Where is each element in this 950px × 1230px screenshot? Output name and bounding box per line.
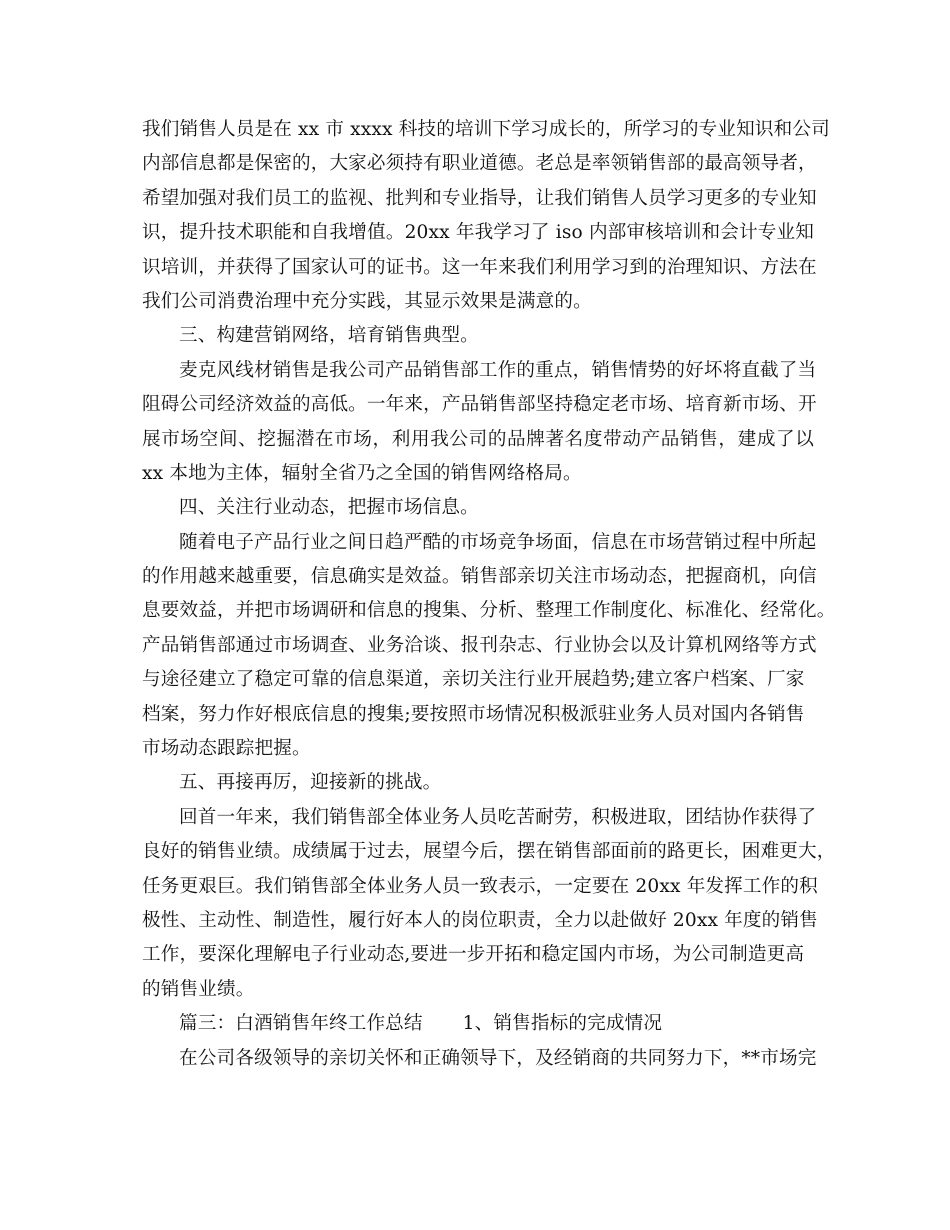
text-line: 产品销售部通过市场调查、业务洽谈、报刊杂志、行业协会以及计算机网络等方式 (142, 634, 817, 656)
document-page (142, 113, 836, 1076)
text-line: 市场动态跟踪把握。 (142, 738, 311, 760)
text-line: 内部信息都是保密的，大家必须持有职业道德。老总是率领销售部的最高领导者， (142, 153, 817, 175)
paragraph-training (142, 113, 830, 319)
text-line: 在公司各级领导的亲切关怀和正确领导下，及经销商的共同努力下，**市场完 (179, 1047, 817, 1069)
text-line: 阻碍公司经济效益的高低。一年来，产品销售部坚持稳定老市场、培育新市场、开 (142, 394, 817, 416)
text-line: 识培训，并获得了国家认可的证书。这一年来我们利用学习到的治理知识、方法在 (142, 256, 817, 278)
text-line: 极性、主动性、制造性，履行好本人的岗位职责，全力以赴做好 20xx 年度的销售 (142, 909, 818, 931)
text-line: 的销售业绩。 (142, 978, 255, 1000)
paragraph-sales-targets (142, 1042, 817, 1076)
text-line: 识，提升技术职能和自我增值。20xx 年我学习了 iso 内部审核培训和会计专业知 (142, 222, 814, 244)
article-title-line (142, 1007, 814, 1041)
article-title: 篇三：白酒销售年终工作总结 (179, 1013, 423, 1035)
paragraph-sales-network (142, 354, 817, 492)
text-line: 工作，要深化理解电子行业动态,要进一步开拓和稳定国内市场，为公司制造更高 (142, 944, 805, 966)
text-line: 回首一年来，我们销售部全体业务人员吃苦耐劳，积极进取，团结协作获得了 (179, 806, 817, 828)
text-line: 良好的销售业绩。成绩属于过去，展望今后，摆在销售部面前的路更长，困难更大， (142, 841, 836, 863)
text-line: 任务更艰巨。我们销售部全体业务人员一致表示，一定要在 20xx 年发挥工作的积 (142, 875, 818, 897)
section-heading-3: 三、构建营销网络，培育销售典型。 (179, 325, 479, 347)
text-line: 希望加强对我们员工的监视、批判和专业指导，让我们销售人员学习更多的专业知 (142, 187, 817, 209)
text-line: xx 本地为主体，辐射全省乃之全国的销售网络格局。 (142, 462, 582, 484)
text-line: 档案，努力作好根底信息的搜集;要按照市场情况积极派驻业务人员对国内各销售 (142, 703, 805, 725)
text-line: 随着电子产品行业之间日趋严酷的市场竞争场面，信息在市场营销过程中所起 (179, 531, 817, 553)
text-line: 与途径建立了稳定可靠的信息渠道，亲切关注行业开展趋势;建立客户档案、厂家 (142, 669, 805, 691)
text-line: 麦克风线材销售是我公司产品销售部工作的重点，销售情势的好坏将直截了当 (179, 359, 817, 381)
section-heading-5: 五、再接再厉，迎接新的挑战。 (179, 772, 442, 794)
text-line: 的作用越来越重要，信息确实是效益。销售部亲切关注市场动态，把握商机，向信 (142, 566, 817, 588)
article-subtitle: 1、销售指标的完成情况 (462, 1013, 663, 1035)
text-line: 我们公司消费治理中充分实践，其显示效果是满意的。 (142, 290, 592, 312)
text-line: 展市场空间、挖掘潜在市场，利用我公司的品牌著名度带动产品销售，建成了以 (142, 428, 814, 450)
text-line: 息要效益，并把市场调研和信息的搜集、分析、整理工作制度化、标准化、经常化。 (142, 600, 836, 622)
section-heading-4: 四、关注行业动态，把握市场信息。 (179, 497, 479, 519)
paragraph-market-info (142, 526, 836, 767)
paragraph-new-challenges (142, 801, 836, 1007)
text-line: 我们销售人员是在 xx 市 xxxx 科技的培训下学习成长的，所学习的专业知识和公司 (142, 119, 830, 140)
